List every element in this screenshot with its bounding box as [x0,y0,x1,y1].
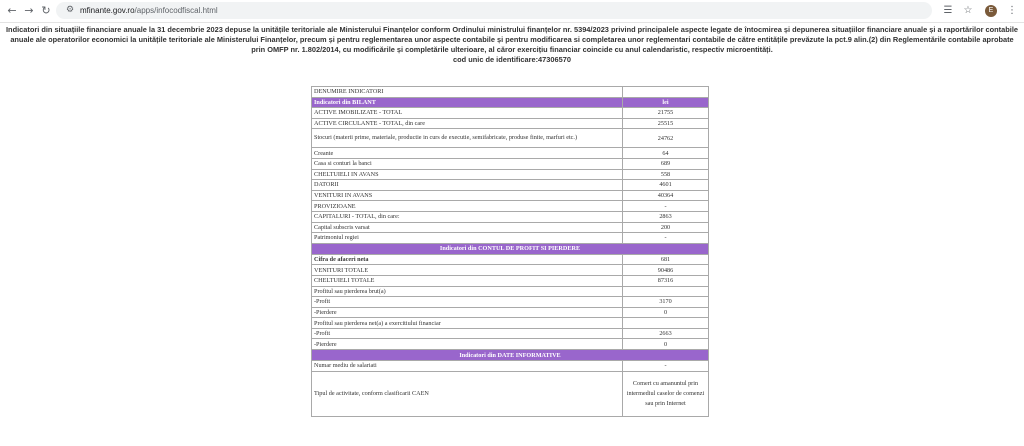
row-label: Creante [312,148,623,159]
row-value: - [623,361,709,372]
caen-activity-value: Comert cu amanuntul prin intermediul caselor de comenzi sau prin Internet [623,371,709,416]
company-cui: cod unic de identificare:47306570 [453,55,571,64]
row-value: 25515 [623,118,709,129]
row-value: 64 [623,148,709,159]
row-label: PROVIZIOANE [312,201,623,212]
indicators-table [311,86,709,417]
table-row [312,118,709,129]
heading-line: prin OMFP nr. 1.802/2014, cu modificările și completările ulterioare, al căror exercițiu financiar coincide cu anul calendaristic, respectiv microentități. [251,45,773,54]
browser-toolbar [0,0,1024,23]
row-value: 0 [623,339,709,350]
profit-loss-header-row [312,243,709,254]
row-value: 87316 [623,275,709,286]
table-row [312,108,709,119]
row-label: ACTIVE CIRCULANTE - TOTAL, din care [312,118,623,129]
url-text[interactable] [80,4,218,17]
row-label: -Profit [312,328,623,339]
table-row [312,265,709,276]
profit-loss-section-title: Indicatori din CONTUL DE PROFIT SI PIERDERE [312,243,709,254]
table-row [312,361,709,372]
table-row [312,180,709,191]
table-row [312,254,709,265]
row-value: 2863 [623,211,709,222]
table-header-row [312,87,709,98]
url-host: mfinante.gov.ro [80,6,135,15]
row-label: -Pierdere [312,339,623,350]
row-label: Cifra de afaceri neta [312,254,623,265]
table-row [312,201,709,212]
site-info-icon[interactable]: ⚙ [65,5,75,15]
table-row [312,371,709,416]
table-row [312,286,709,297]
row-label: ACTIVE IMOBILIZATE - TOTAL [312,108,623,119]
table-row [312,211,709,222]
table-row [312,297,709,308]
heading-line: Indicatori din situațiile financiare anuale la 31 decembrie 2023 depuse la unitățile teritoriale ale Ministerului Finanțelor conform Ordinului ministrului finanțelor nr. 5394/2023 privind principalele aspecte legate de întocmirea și depunerea situațiilor financiare anuale și a raportărilor contabile [6,25,1018,34]
bilant-section-title: Indicatori din BILANT [312,97,623,108]
translate-icon[interactable]: ☰ [943,5,953,16]
table-row [312,158,709,169]
menu-dots-icon[interactable]: ⋮ [1007,5,1017,16]
row-label: Patrimoniul regiei [312,233,623,244]
table-row [312,148,709,159]
forward-arrow-icon[interactable]: → [24,4,34,17]
column-header-value [623,87,709,98]
row-label: CAPITALURI - TOTAL, din care: [312,211,623,222]
row-value: 200 [623,222,709,233]
table-row [312,275,709,286]
row-value: 0 [623,307,709,318]
row-value: - [623,201,709,212]
row-label: Stocuri (materii prime, materiale, productie in curs de executie, semifabricate, produse finite, marfuri etc.) [312,129,623,148]
row-value: 24762 [623,129,709,148]
row-value: - [623,233,709,244]
row-label: VENITURI TOTALE [312,265,623,276]
row-value: 21755 [623,108,709,119]
address-bar[interactable] [56,2,932,19]
row-value: 2663 [623,328,709,339]
row-label: DATORII [312,180,623,191]
row-value [623,286,709,297]
table-row [312,307,709,318]
info-header-row [312,350,709,361]
row-label: -Profit [312,297,623,308]
row-value: 4601 [623,180,709,191]
row-value: 681 [623,254,709,265]
reload-icon[interactable]: ↻ [41,4,51,17]
row-value: 689 [623,158,709,169]
row-value: 90486 [623,265,709,276]
table-row [312,222,709,233]
row-label: CHELTUIELI IN AVANS [312,169,623,180]
row-value [623,318,709,329]
page-heading [0,25,1024,65]
table-row [312,233,709,244]
bookmark-star-icon[interactable]: ☆ [963,5,973,16]
table-row [312,129,709,148]
row-label: VENITURI IN AVANS [312,190,623,201]
url-path: /apps/infocodfiscal.html [134,6,218,15]
row-label: -Pierdere [312,307,623,318]
back-arrow-icon[interactable]: ← [7,4,17,17]
row-value: 3170 [623,297,709,308]
table-row [312,339,709,350]
table-row [312,169,709,180]
row-value: 40364 [623,190,709,201]
row-label: Profitul sau pierderea brut(a) [312,286,623,297]
row-label: Casa si conturi la banci [312,158,623,169]
row-label: CHELTUIELI TOTALE [312,275,623,286]
column-header-label: DENUMIRE INDICATORI [312,87,623,98]
table-row [312,190,709,201]
heading-line: anuale ale operatorilor economici la unitățile teritoriale ale Ministerului Finanțelor, precum și pentru reglementarea unor aspecte contabile și pentru modificarea si completarea unor reglementari contabile de către entitățile prevăzute la pct.9 alin.(2) din Reglementările contabile aprobate [10,35,1014,44]
bilant-header-row [312,97,709,108]
row-value: 558 [623,169,709,180]
currency-unit: lei [623,97,709,108]
info-section-title: Indicatori din DATE INFORMATIVE [312,350,709,361]
row-label: Tipul de activitate, conform clasificarii CAEN [312,371,623,416]
row-label: Capital subscris varsat [312,222,623,233]
row-label: Numar mediu de salariati [312,361,623,372]
profile-avatar[interactable]: E [985,5,997,17]
table-row [312,328,709,339]
row-label: Profitul sau pierderea net(a) a exercitiului financiar [312,318,623,329]
table-row [312,318,709,329]
